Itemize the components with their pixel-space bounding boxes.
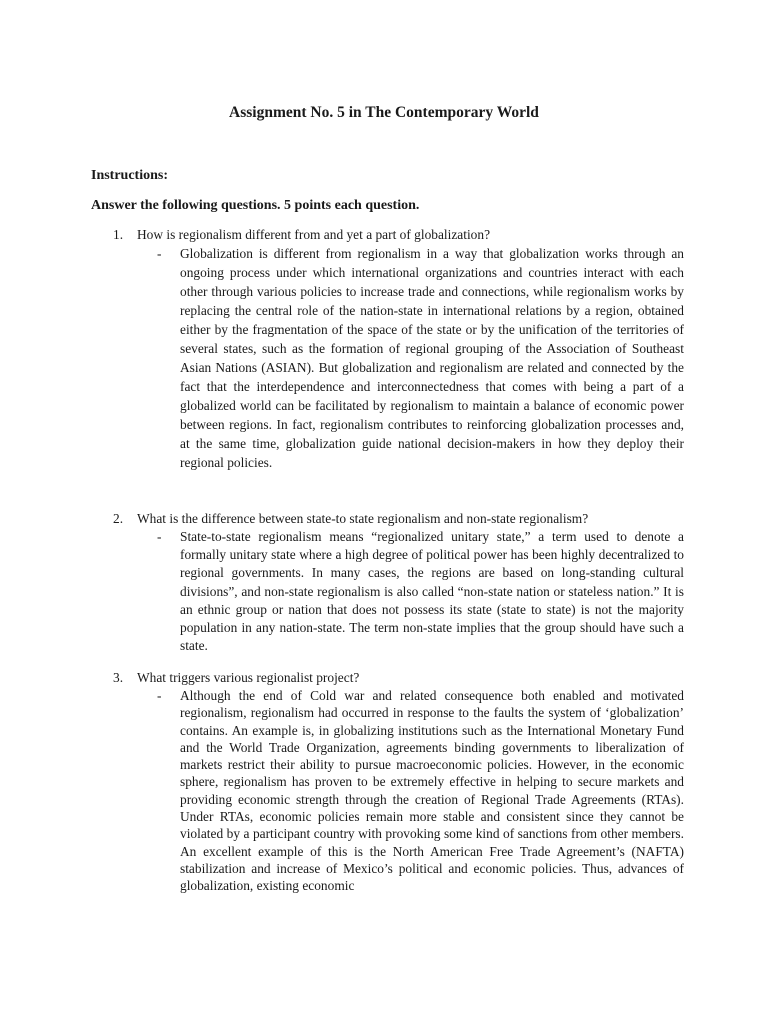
answer-bullet: - (157, 529, 162, 544)
question-text: How is regionalism different from and yet a part of globalization? (137, 227, 491, 242)
instructions-label: Instructions: (91, 168, 169, 183)
answer-3 (157, 687, 684, 895)
answer-bullet: - (157, 246, 162, 261)
directive-text: Answer the following questions. 5 points each question. (91, 198, 420, 213)
answer-2 (157, 528, 684, 655)
page-title: Assignment No. 5 in The Contemporary World (229, 104, 539, 121)
answer-bullet: - (157, 688, 162, 703)
question-number: 1. (113, 227, 124, 242)
answer-text: Globalization is different from regionalism in a way that globalization works through an ongoing process under which international organizations and countries interact with each other through various policies to increase trade and connections, while regionalism works by replacing the central role of the nation-state in international relations by a region, obtained either by the fragmentation of the space of the state or by the unification of the territories of several states, such as the formation of regional grouping of the Association of Southeast Asian Nations (ASIAN). But globalization and regionalism are related and connected by the fact that the interdependence and interconnectedness that comes with being a part of a globalized world can be facilitated by regionalism to maintain a balance of economic power between regions. In fact, regionalism contributes to reinforcing globalization processes and, at the same time, globalization guide national decision-makers in how they deploy their regional policies. (180, 246, 684, 470)
question-text: What triggers various regionalist project? (137, 670, 360, 685)
question-number: 3. (113, 670, 124, 685)
answer-text: Although the end of Cold war and related consequence both enabled and motivated regionalism, regionalism had occurred in response to the faults the system of ‘globalization’ contains. An example is, in globalizing institutions such as the International Monetary Fund and the World Trade Organization, agreements binding governments to liberalization of markets restrict their ability to pursue macroeconomic policies. However, in the economic sphere, regionalism has proven to be extremely effective in helping to secure markets and providing economic strength through the creation of Regional Trade Agreements (RTAs). Under RTAs, economic policies remain more stable and consistent since they cannot be violated by a participant country with provoking some kind of sanctions from other members. An excellent example of this is the North American Free Trade Agreement’s (NAFTA) stabilization and increase of Mexico’s political and economic policies. Thus, advances of globalization, existing economic (180, 688, 684, 894)
question-text: What is the difference between state-to state regionalism and non-state regionalism? (137, 511, 589, 526)
answer-1 (157, 244, 684, 472)
question-number: 2. (113, 511, 124, 526)
answer-text: State-to-state regionalism means “regionalized unitary state,” a term used to denote a formally unitary state where a high degree of political power has been highly decentralized to regional governments. In many cases, the regions are based on long-standing cultural divisions”, and non-state regionalism is also called “non-state nation or stateless nation.” It is an ethnic group or nation that does not possess its state (state to state) is not the majority population in any nation-state. The term non-state implies that the group should have such a state. (180, 529, 684, 654)
